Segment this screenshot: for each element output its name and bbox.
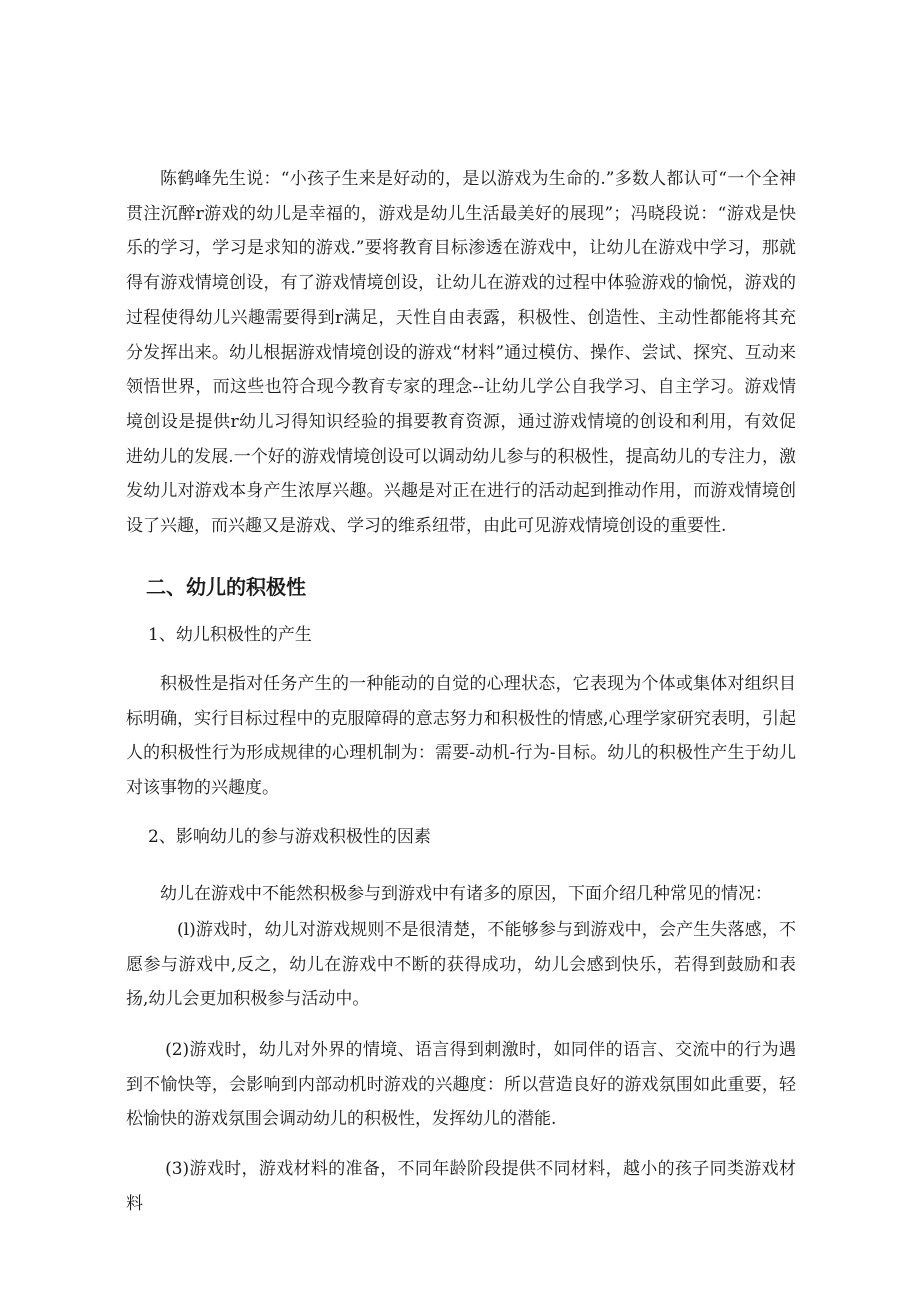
paragraph-1: 积极性是指对任务产生的一种能动的自觉的心理状态，它表现为个体或集体对组织目标明确，实行目标过程中的克服障碍的意志努力和积极性的情感,心理学家研究表明，引起人的积极性行为形成规律的心理机制为：需要-动机-行为-目标。幼儿的积极性产生于幼儿对该事物的兴趣度。 (126, 674, 796, 799)
list-item-1: (l)游戏时，幼儿对游戏规则不是很清楚，不能够参与到游戏中，会产生失落感，不愿参与游戏中,反之，幼儿在游戏中不断的获得成功，幼儿会感到快乐，若得到鼓励和表扬,幼儿会更加积极参与活动中。 (126, 920, 796, 1010)
list-item-2: (2)游戏时，幼儿对外界的情境、语言得到刺激时，如同伴的语言、交流中的行为遇到不愉快等，会影响到内部动机时游戏的兴趣度：所以营造良好的游戏氛围如此重要，轻松愉快的游戏氛围会调动幼儿的积极性，发挥幼儿的潜能. (126, 1040, 796, 1130)
intro-paragraph: 陈鹤峰先生说：“小孩子生来是好动的，是以游戏为生命的.”多数人都认可“一个全神贯注沉醉r游戏的幼儿是幸福的，游戏是幼儿生活最美好的展现”；冯晓段说：“游戏是快乐的学习，学习是求知的游戏.”要将教育目标渗透在游戏中，让幼儿在游戏中学习，那就得有游戏情境创设，有了游戏情境创设，让幼儿在游戏的过程中体验游戏的愉悦，游戏的过程使得幼儿兴趣需要得到r满足，天性自由表露，积极性、创造性、主动性都能将其充分发挥出来。幼儿根据游戏情境创设的游戏“材料”通过模仿、操作、尝试、探究、互动来领悟世界，而这些也符合现今教育专家的理念--让幼儿学公自我学习、自主学习。游戏情境创设是提供r幼儿习得知识经验的揖要教育资源，通过游戏情境的创设和利用，有效促进幼儿的发展.一个好的游戏情境创设可以调动幼儿参与的积极性，提高幼儿的专注力，激发幼儿对游戏本身产生浓厚兴趣。兴趣是对正在进行的活动起到推动作用，而游戏情境创设了兴趣，而兴趣又是游戏、学习的维系纽带，由此可见游戏情境创设的重要性. (126, 169, 796, 537)
section-heading: 二、幼儿的积极性 (146, 575, 306, 599)
paragraph-2: 幼儿在游戏中不能然积极参与到游戏中有诸多的原因，下面介绍几种常见的情况： (160, 884, 772, 904)
subsection-heading-2: 2、影响幼儿的参与游戏积极性的因素 (148, 827, 431, 847)
subsection-heading-1: 1、幼儿积极性的产生 (148, 625, 312, 645)
list-item-3: (3)游戏时，游戏材料的准备，不同年龄阶段提供不同材料，越小的孩子同类游戏材料 (126, 1159, 796, 1214)
